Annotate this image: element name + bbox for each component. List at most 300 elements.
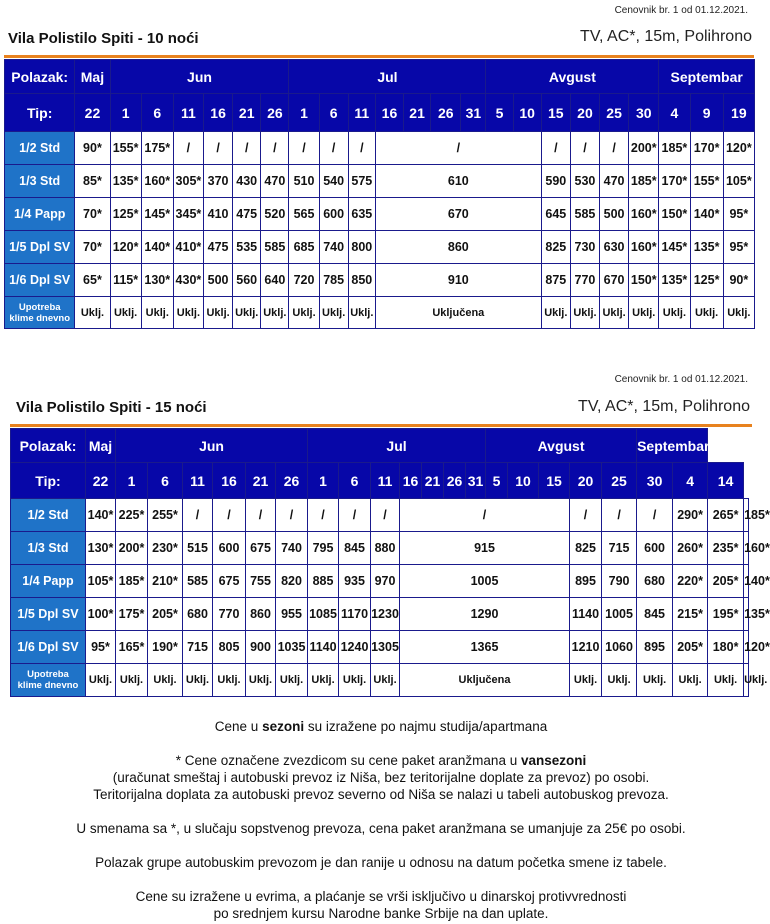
price-cell: / — [289, 132, 319, 165]
klima-cell: Uklj. — [744, 664, 749, 697]
price-cell: 530 — [570, 165, 599, 198]
date-cell: 21 — [246, 463, 276, 499]
price-cell: 630 — [600, 231, 629, 264]
price-row — [11, 598, 749, 631]
price-cell: 100* — [86, 598, 116, 631]
price-cell: 190* — [148, 631, 183, 664]
klima-cell: Uklj. — [541, 297, 570, 329]
price-cell: 1305 — [371, 631, 400, 664]
price-cell: 675 — [213, 565, 246, 598]
price-cell: 175* — [141, 132, 173, 165]
price-cell: / — [233, 132, 261, 165]
klima-cell: Uklj. — [289, 297, 319, 329]
month-jul: Jul — [308, 429, 486, 463]
price-cell: 170* — [659, 165, 690, 198]
price-cell: 200* — [629, 132, 659, 165]
date-cell: 11 — [371, 463, 400, 499]
date-cell: 15 — [539, 463, 570, 499]
price-cell: 205* — [148, 598, 183, 631]
month-septembar: Septembar — [637, 429, 708, 463]
price-cell: 180* — [708, 631, 744, 664]
note-vansezona-detail: (uračunat smeštaj i autobuski prevoz iz Niša, bez teritorijalne doplate za prevoz) po osobi. — [112, 770, 650, 785]
price-cell: 125* — [110, 198, 141, 231]
date-cell: 25 — [600, 94, 629, 132]
klima-cell: Uklj. — [213, 664, 246, 697]
price-cell: / — [339, 499, 371, 532]
note-territorial-fee: Teritorijalna doplata za autobuski prevoz severno od Niša se nalazi u tabeli autobuskog prevoza. — [93, 787, 669, 802]
price-cell: 475 — [204, 231, 233, 264]
date-cell: 20 — [570, 94, 599, 132]
price-cell: 880 — [371, 532, 400, 565]
date-cell: 4 — [673, 463, 708, 499]
klima-label — [5, 297, 75, 329]
klima-cell: Uklj. — [348, 297, 375, 329]
room-type-label: 1/5 Dpl SV — [11, 598, 86, 631]
price-cell: / — [246, 499, 276, 532]
date-cell: 16 — [400, 463, 422, 499]
polazak-label: Polazak: — [5, 60, 75, 94]
price-cell: 740 — [276, 532, 308, 565]
room-type-label: 1/2 Std — [5, 132, 75, 165]
klima-cell: Uklj. — [148, 664, 183, 697]
price-cell: 215* — [673, 598, 708, 631]
month-jul: Jul — [289, 60, 486, 94]
date-cell: 1 — [289, 94, 319, 132]
date-cell: 4 — [659, 94, 690, 132]
price-cell: 1085 — [308, 598, 339, 631]
price-cell: 135* — [744, 598, 749, 631]
price-cell: 685 — [289, 231, 319, 264]
note-currency: Cene su izražene u evrima, a plaćanje se vrši isključivo u dinarskoj protivvrednosti — [135, 889, 627, 904]
date-cell: 31 — [461, 94, 486, 132]
price-cell: 520 — [261, 198, 289, 231]
price-cell: 825 — [541, 231, 570, 264]
price-cell: 85* — [75, 165, 110, 198]
klima-label-line: klime dnevno — [17, 680, 79, 691]
room-features: TV, AC*, 15m, Polihrono — [580, 28, 752, 45]
tip-label: Tip: — [11, 463, 86, 499]
price-cell: 470 — [261, 165, 289, 198]
date-cell: 30 — [637, 463, 673, 499]
month-avgust: Avgust — [486, 60, 659, 94]
date-cell: 26 — [444, 463, 466, 499]
klima-cell: Uklj. — [276, 664, 308, 697]
price-cell: 845 — [637, 598, 673, 631]
price-cell: 410* — [173, 231, 203, 264]
cenovnik-label: Cenovnik br. 1 od 01.12.2021. — [614, 5, 748, 16]
price-cell: 145* — [659, 231, 690, 264]
room-type-label: 1/3 Std — [11, 532, 86, 565]
klima-cell: Uklj. — [570, 297, 599, 329]
price-cell: 1140 — [570, 598, 602, 631]
price-cell: 600 — [637, 532, 673, 565]
price-cell: 160* — [629, 231, 659, 264]
date-cell: 31 — [466, 463, 486, 499]
note-exchange-rate: po srednjem kursu Narodne banke Srbije na dan uplate. — [213, 906, 549, 921]
month-jun: Jun — [116, 429, 308, 463]
price-cell: 70* — [75, 198, 110, 231]
price-table-10-nights — [4, 59, 755, 329]
klima-cell: Uklj. — [261, 297, 289, 329]
room-type-label: 1/4 Papp — [11, 565, 86, 598]
price-cell: 130* — [86, 532, 116, 565]
price-cell: 730 — [570, 231, 599, 264]
price-cell: 145* — [141, 198, 173, 231]
price-cell: 70* — [75, 231, 110, 264]
price-cell: 185* — [629, 165, 659, 198]
price-cell: / — [602, 499, 637, 532]
price-cell: 850 — [348, 264, 375, 297]
price-cell: 590 — [541, 165, 570, 198]
price-cell: 1240 — [339, 631, 371, 664]
room-type-label: 1/4 Papp — [5, 198, 75, 231]
price-cell: 560 — [233, 264, 261, 297]
price-cell: 680 — [183, 598, 213, 631]
price-cell: 715 — [602, 532, 637, 565]
price-cell: 860 — [246, 598, 276, 631]
price-cell-merged: 860 — [375, 231, 541, 264]
price-cell: 160* — [744, 532, 749, 565]
klima-cell: Uklj. — [308, 664, 339, 697]
month-jun: Jun — [110, 60, 289, 94]
price-cell: 185* — [659, 132, 690, 165]
price-cell: 95* — [723, 231, 754, 264]
date-cell: 11 — [183, 463, 213, 499]
price-cell: 205* — [708, 565, 744, 598]
price-cell: 885 — [308, 565, 339, 598]
price-cell: / — [541, 132, 570, 165]
klima-cell: Uklj. — [637, 664, 673, 697]
price-cell: 235* — [708, 532, 744, 565]
klima-label — [11, 664, 86, 697]
price-cell: 140* — [86, 499, 116, 532]
price-row — [5, 264, 755, 297]
polazak-label: Polazak: — [11, 429, 86, 463]
price-cell: 220* — [673, 565, 708, 598]
price-cell: / — [600, 132, 629, 165]
note-sezona: Cene u sezoni su izražene po najmu studija/apartmana — [214, 719, 548, 734]
price-cell: 205* — [673, 631, 708, 664]
price-cell: 500 — [600, 198, 629, 231]
month-avgust: Avgust — [486, 429, 637, 463]
price-cell: 430* — [173, 264, 203, 297]
price-row — [11, 499, 749, 532]
table-title: Vila Polistilo Spiti - 10 noći — [8, 30, 199, 47]
price-cell: 645 — [541, 198, 570, 231]
room-type-label: 1/6 Dpl SV — [5, 264, 75, 297]
klima-cell: Uklj. — [173, 297, 203, 329]
klima-cell-merged: Uključena — [375, 297, 541, 329]
price-cell: 970 — [371, 565, 400, 598]
price-cell-merged: 1290 — [400, 598, 570, 631]
klima-cell: Uklj. — [659, 297, 690, 329]
room-features: TV, AC*, 15m, Polihrono — [578, 398, 750, 415]
price-cell: 1230 — [371, 598, 400, 631]
price-cell: / — [319, 132, 348, 165]
price-cell: 740 — [319, 231, 348, 264]
price-cell: 955 — [276, 598, 308, 631]
klima-row — [5, 297, 755, 329]
month-header-row — [11, 429, 749, 463]
price-cell: 175* — [116, 598, 148, 631]
date-cell: 16 — [375, 94, 403, 132]
price-cell: 635 — [348, 198, 375, 231]
date-cell: 19 — [723, 94, 754, 132]
price-cell: 120* — [723, 132, 754, 165]
price-cell: 150* — [659, 198, 690, 231]
price-cell: 1005 — [602, 598, 637, 631]
date-cell: 22 — [86, 463, 116, 499]
price-cell: 140* — [141, 231, 173, 264]
price-cell: 825 — [570, 532, 602, 565]
orange-divider — [4, 55, 754, 58]
price-cell: / — [570, 132, 599, 165]
price-cell: / — [213, 499, 246, 532]
price-row — [11, 565, 749, 598]
date-cell: 1 — [110, 94, 141, 132]
price-cell: 680 — [637, 565, 673, 598]
price-cell: 260* — [673, 532, 708, 565]
klima-cell: Uklj. — [570, 664, 602, 697]
price-cell: 805 — [213, 631, 246, 664]
price-cell: 120* — [110, 231, 141, 264]
price-cell: 130* — [141, 264, 173, 297]
date-cell: 26 — [276, 463, 308, 499]
price-cell: 195* — [708, 598, 744, 631]
klima-label-line: Upotreba — [27, 669, 69, 680]
date-cell: 15 — [541, 94, 570, 132]
price-cell: 790 — [602, 565, 637, 598]
klima-cell: Uklj. — [204, 297, 233, 329]
price-cell: 135* — [659, 264, 690, 297]
note-own-transport: U smenama sa *, u slučaju sopstvenog prevoza, cena paket aranžmana se umanjuje za 25€ po osobi. — [76, 821, 686, 836]
price-cell: 160* — [141, 165, 173, 198]
price-cell: / — [637, 499, 673, 532]
price-cell-merged: 1005 — [400, 565, 570, 598]
date-cell: 6 — [141, 94, 173, 132]
price-cell: 845 — [339, 532, 371, 565]
price-cell: 715 — [183, 631, 213, 664]
date-cell: 21 — [233, 94, 261, 132]
date-cell: 6 — [339, 463, 371, 499]
klima-cell: Uklj. — [602, 664, 637, 697]
cenovnik-label: Cenovnik br. 1 od 01.12.2021. — [614, 374, 748, 385]
room-type-label: 1/5 Dpl SV — [5, 231, 75, 264]
date-cell: 11 — [348, 94, 375, 132]
date-cell: 26 — [431, 94, 461, 132]
date-cell: 25 — [602, 463, 637, 499]
price-cell: 155* — [110, 132, 141, 165]
price-cell-merged: 1365 — [400, 631, 570, 664]
price-cell: / — [308, 499, 339, 532]
price-cell: 370 — [204, 165, 233, 198]
note-departure: Polazak grupe autobuskim prevozom je dan ranije u odnosu na datum početka smene iz tabele. — [95, 855, 667, 870]
price-cell: 675 — [246, 532, 276, 565]
price-cell: 155* — [690, 165, 723, 198]
price-cell-merged: 610 — [375, 165, 541, 198]
price-cell: 785 — [319, 264, 348, 297]
price-cell: 900 — [246, 631, 276, 664]
price-row — [11, 532, 749, 565]
price-cell: 290* — [673, 499, 708, 532]
price-table-15-nights — [10, 428, 770, 697]
date-cell: 21 — [404, 94, 431, 132]
price-row — [5, 198, 755, 231]
price-cell: 515 — [183, 532, 213, 565]
price-cell: 150* — [629, 264, 659, 297]
date-cell: 9 — [690, 94, 723, 132]
price-cell: 895 — [570, 565, 602, 598]
price-cell: 475 — [233, 198, 261, 231]
price-row — [5, 165, 755, 198]
date-cell: 10 — [513, 94, 541, 132]
klima-row — [11, 664, 749, 697]
date-cell: 1 — [116, 463, 148, 499]
price-cell: / — [276, 499, 308, 532]
klima-cell: Uklj. — [339, 664, 371, 697]
price-cell-merged: 915 — [400, 532, 570, 565]
price-cell: 600 — [319, 198, 348, 231]
price-cell: 575 — [348, 165, 375, 198]
room-type-label: 1/2 Std — [11, 499, 86, 532]
price-cell: / — [348, 132, 375, 165]
price-cell: 135* — [110, 165, 141, 198]
price-cell: 585 — [570, 198, 599, 231]
price-cell: 640 — [261, 264, 289, 297]
price-cell: 115* — [110, 264, 141, 297]
date-cell: 26 — [261, 94, 289, 132]
month-maj: Maj — [86, 429, 116, 463]
price-cell: 895 — [637, 631, 673, 664]
price-cell: 90* — [723, 264, 754, 297]
price-cell: 1035 — [276, 631, 308, 664]
notes-section — [0, 718, 762, 922]
klima-cell: Uklj. — [141, 297, 173, 329]
price-cell: 90* — [75, 132, 110, 165]
month-septembar: Septembar — [659, 60, 755, 94]
price-cell: 1170 — [339, 598, 371, 631]
date-cell: 1 — [308, 463, 339, 499]
price-cell: 755 — [246, 565, 276, 598]
price-row — [5, 231, 755, 264]
price-cell: 105* — [723, 165, 754, 198]
price-cell: 95* — [86, 631, 116, 664]
price-cell: 120* — [744, 631, 749, 664]
price-cell: 265* — [708, 499, 744, 532]
klima-cell: Uklj. — [116, 664, 148, 697]
klima-cell: Uklj. — [319, 297, 348, 329]
room-type-label: 1/3 Std — [5, 165, 75, 198]
price-cell: 875 — [541, 264, 570, 297]
date-cell: 11 — [173, 94, 203, 132]
klima-cell: Uklj. — [183, 664, 213, 697]
price-cell: / — [371, 499, 400, 532]
month-maj: Maj — [75, 60, 110, 94]
price-cell-merged: / — [400, 499, 570, 532]
date-cell: 5 — [486, 463, 508, 499]
date-cell: 21 — [422, 463, 444, 499]
date-cell: 16 — [213, 463, 246, 499]
price-cell: 185* — [744, 499, 749, 532]
price-cell: 135* — [690, 231, 723, 264]
price-cell: 160* — [629, 198, 659, 231]
price-cell: 170* — [690, 132, 723, 165]
date-cell: 14 — [708, 463, 744, 499]
price-cell: 720 — [289, 264, 319, 297]
price-cell: 185* — [116, 565, 148, 598]
klima-cell: Uklj. — [673, 664, 708, 697]
klima-cell: Uklj. — [75, 297, 110, 329]
price-cell: 500 — [204, 264, 233, 297]
table-title: Vila Polistilo Spiti - 15 noći — [16, 399, 207, 416]
price-cell: 470 — [600, 165, 629, 198]
price-cell: 540 — [319, 165, 348, 198]
price-cell: 105* — [86, 565, 116, 598]
date-cell: 30 — [629, 94, 659, 132]
klima-cell: Uklj. — [600, 297, 629, 329]
price-cell: 140* — [744, 565, 749, 598]
price-cell: 770 — [570, 264, 599, 297]
price-cell-merged: 670 — [375, 198, 541, 231]
price-row — [11, 631, 749, 664]
price-cell: 935 — [339, 565, 371, 598]
klima-cell: Uklj. — [246, 664, 276, 697]
price-cell: 65* — [75, 264, 110, 297]
price-cell: / — [183, 499, 213, 532]
price-cell-merged: / — [375, 132, 541, 165]
klima-cell: Uklj. — [233, 297, 261, 329]
price-cell: 125* — [690, 264, 723, 297]
price-row — [5, 132, 755, 165]
price-cell: 795 — [308, 532, 339, 565]
price-cell: 430 — [233, 165, 261, 198]
price-cell: / — [204, 132, 233, 165]
price-cell-merged: 910 — [375, 264, 541, 297]
klima-cell: Uklj. — [371, 664, 400, 697]
date-cell: 6 — [148, 463, 183, 499]
klima-cell-merged: Uključena — [400, 664, 570, 697]
price-cell: 345* — [173, 198, 203, 231]
price-cell: 305* — [173, 165, 203, 198]
price-cell: 410 — [204, 198, 233, 231]
klima-cell: Uklj. — [86, 664, 116, 697]
price-cell: 165* — [116, 631, 148, 664]
price-cell: 200* — [116, 532, 148, 565]
price-cell: / — [570, 499, 602, 532]
price-cell: 230* — [148, 532, 183, 565]
price-cell: 255* — [148, 499, 183, 532]
price-cell: 565 — [289, 198, 319, 231]
price-cell: 225* — [116, 499, 148, 532]
date-cell: 20 — [570, 463, 602, 499]
date-cell: 6 — [319, 94, 348, 132]
price-cell: / — [261, 132, 289, 165]
klima-cell: Uklj. — [708, 664, 744, 697]
price-cell: 585 — [183, 565, 213, 598]
price-cell: 585 — [261, 231, 289, 264]
orange-divider — [10, 424, 752, 427]
price-cell: / — [173, 132, 203, 165]
klima-label-line: Upotreba — [18, 301, 61, 313]
price-cell: 140* — [690, 198, 723, 231]
date-cell: 5 — [486, 94, 513, 132]
price-cell: 770 — [213, 598, 246, 631]
klima-label-line: klime dnevno — [9, 312, 71, 324]
price-cell: 600 — [213, 532, 246, 565]
price-cell: 800 — [348, 231, 375, 264]
price-cell: 1140 — [308, 631, 339, 664]
date-cell: 16 — [204, 94, 233, 132]
